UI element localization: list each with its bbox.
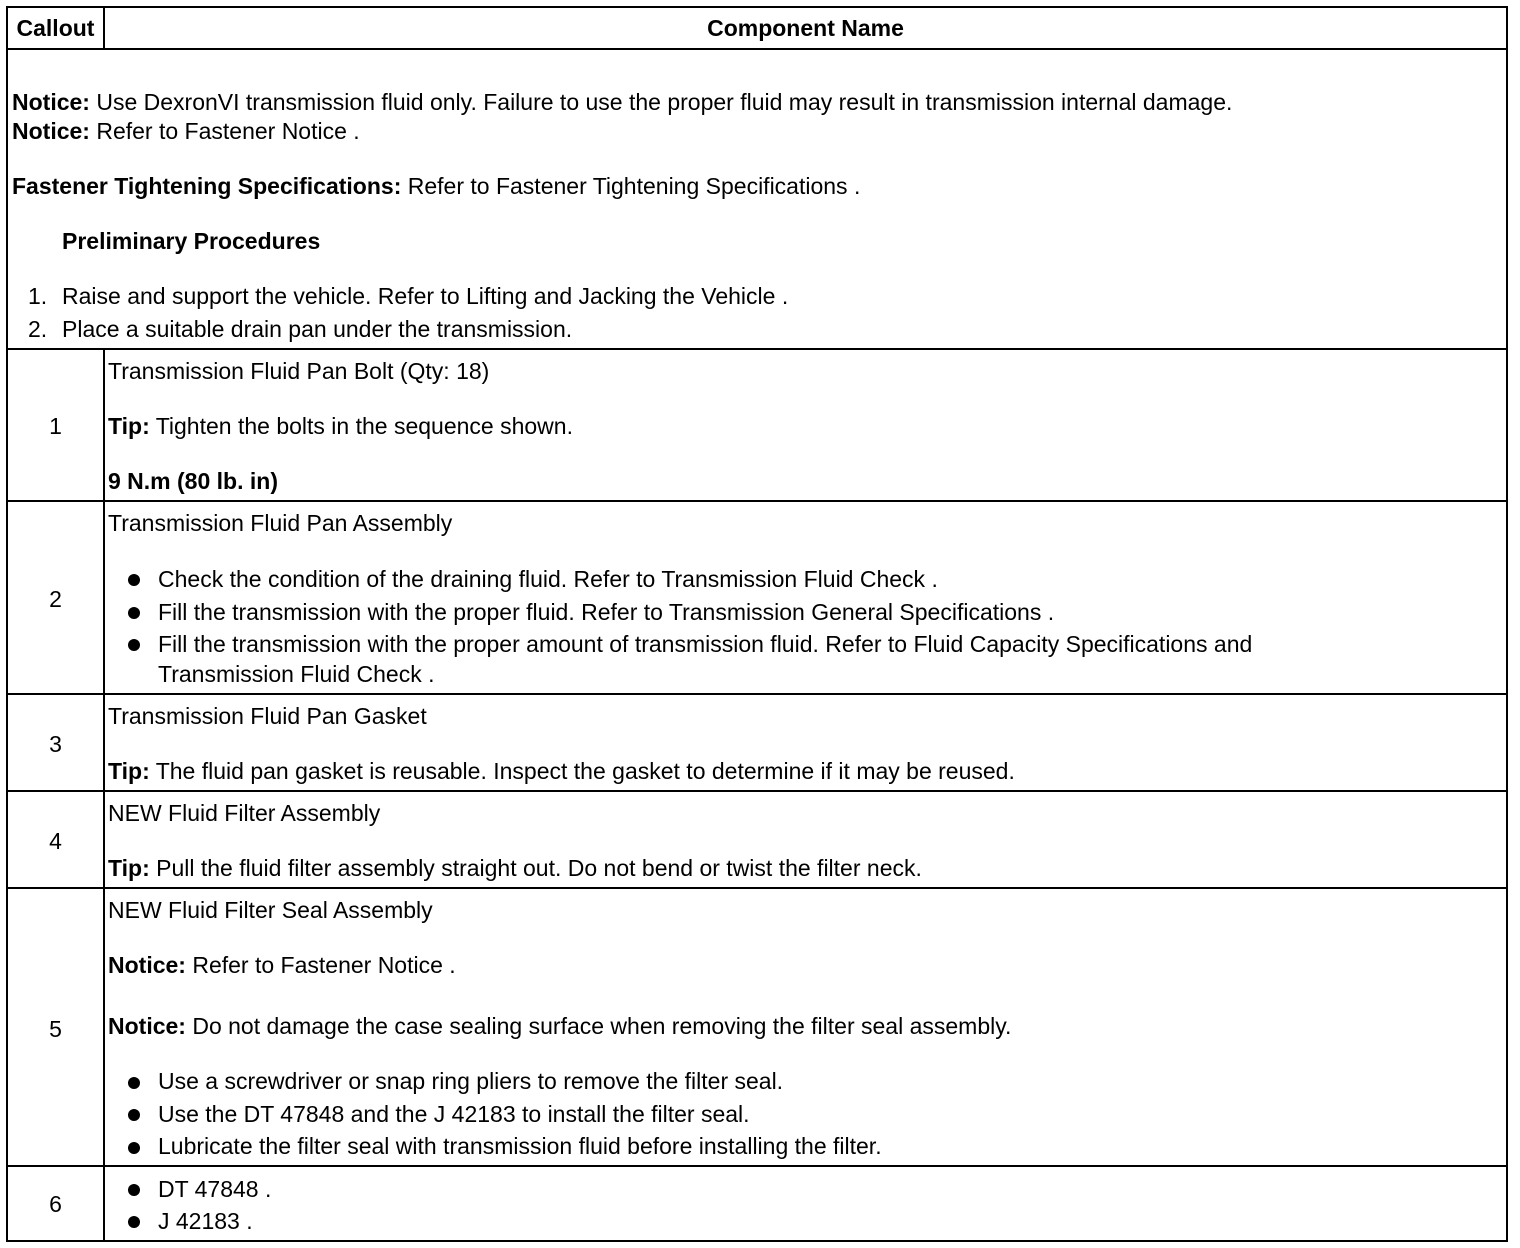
callout-number: 1 — [49, 413, 62, 439]
column-divider — [103, 348, 105, 1242]
notice — [108, 1012, 1011, 1040]
notice-text: Do not damage the case sealing surface when removing the filter seal assembly. — [185, 1013, 1012, 1039]
row-divider — [8, 887, 1506, 889]
bullet-text: Use a screwdriver or snap ring pliers to remove the filter seal. — [158, 1068, 784, 1094]
callout-number: 5 — [49, 1016, 62, 1042]
step-number: 1. — [28, 283, 48, 309]
notice-text: Use DexronVI transmission fluid only. Failure to use the proper fluid may result in transmission internal damage. — [89, 89, 1233, 115]
bullet-text: J 42183 . — [158, 1208, 253, 1234]
row-divider — [8, 790, 1506, 792]
callout-number: 4 — [49, 828, 62, 854]
tip — [108, 757, 1015, 785]
tip — [108, 412, 573, 440]
bullet-icon — [128, 1142, 140, 1154]
callout-number: 2 — [49, 586, 62, 612]
row-divider — [8, 693, 1506, 695]
notice-text: Refer to Fastener Notice . — [185, 952, 456, 978]
spec-label: Fastener Tightening Specifications: — [12, 173, 402, 199]
component-name: Transmission Fluid Pan Bolt (Qty: 18) — [108, 358, 490, 384]
bullet-icon — [128, 639, 140, 651]
notice-text: Refer to Fastener Notice . — [89, 118, 360, 144]
step-number: 2. — [28, 316, 48, 342]
notice — [108, 951, 456, 979]
component-name-column-header: Component Name — [707, 14, 904, 41]
row-divider — [8, 500, 1506, 502]
bullet-icon — [128, 1109, 140, 1121]
row-divider — [8, 1165, 1506, 1167]
bullet-text: Lubricate the filter seal with transmission fluid before installing the filter. — [158, 1133, 882, 1159]
notice-label: Notice: — [12, 89, 90, 115]
notice-label: Notice: — [12, 118, 90, 144]
tip-label: Tip: — [108, 758, 150, 784]
tip-text: Pull the fluid filter assembly straight out. Do not bend or twist the filter neck. — [149, 855, 922, 881]
bullet-text: Check the condition of the draining fluid. Refer to Transmission Fluid Check . — [158, 566, 938, 592]
spec-text: Refer to Fastener Tightening Specifications . — [401, 173, 861, 199]
notice-fluid — [12, 88, 1232, 116]
tip-text: Tighten the bolts in the sequence shown. — [149, 413, 573, 439]
tip — [108, 854, 922, 882]
bullet-icon — [128, 1216, 140, 1228]
tip-label: Tip: — [108, 855, 150, 881]
bullet-text-continued: Transmission Fluid Check . — [158, 661, 435, 687]
notice-fastener — [12, 117, 360, 145]
bullet-text: DT 47848 . — [158, 1176, 272, 1202]
tip-label: Tip: — [108, 413, 150, 439]
bullet-text: Use the DT 47848 and the J 42183 to install the filter seal. — [158, 1101, 750, 1127]
component-name: Transmission Fluid Pan Assembly — [108, 510, 453, 536]
bullet-icon — [128, 574, 140, 586]
header-divider — [8, 48, 1506, 50]
bullet-icon — [128, 607, 140, 619]
torque-spec: 9 N.m (80 lb. in) — [108, 468, 278, 494]
bullet-icon — [128, 1077, 140, 1089]
component-name: NEW Fluid Filter Assembly — [108, 800, 381, 826]
bullet-text: Fill the transmission with the proper fluid. Refer to Transmission General Specifications . — [158, 599, 1055, 625]
fastener-spec — [12, 172, 860, 200]
preliminary-procedures-title: Preliminary Procedures — [62, 228, 321, 254]
callout-column-header: Callout — [16, 14, 95, 41]
step-text: Place a suitable drain pan under the transmission. — [62, 316, 573, 342]
bullet-text: Fill the transmission with the proper amount of transmission fluid. Refer to Fluid Capacity Specifications and — [158, 631, 1253, 657]
notice-label: Notice: — [108, 1013, 186, 1039]
row-divider — [8, 348, 1506, 350]
procedure-table — [6, 6, 1508, 1242]
bullet-icon — [128, 1184, 140, 1196]
tip-text: The fluid pan gasket is reusable. Inspect the gasket to determine if it may be reused. — [149, 758, 1015, 784]
notice-label: Notice: — [108, 952, 186, 978]
step-text: Raise and support the vehicle. Refer to Lifting and Jacking the Vehicle . — [62, 283, 789, 309]
component-name: Transmission Fluid Pan Gasket — [108, 703, 427, 729]
callout-number: 3 — [49, 731, 62, 757]
component-name: NEW Fluid Filter Seal Assembly — [108, 897, 433, 923]
callout-number: 6 — [49, 1191, 62, 1217]
